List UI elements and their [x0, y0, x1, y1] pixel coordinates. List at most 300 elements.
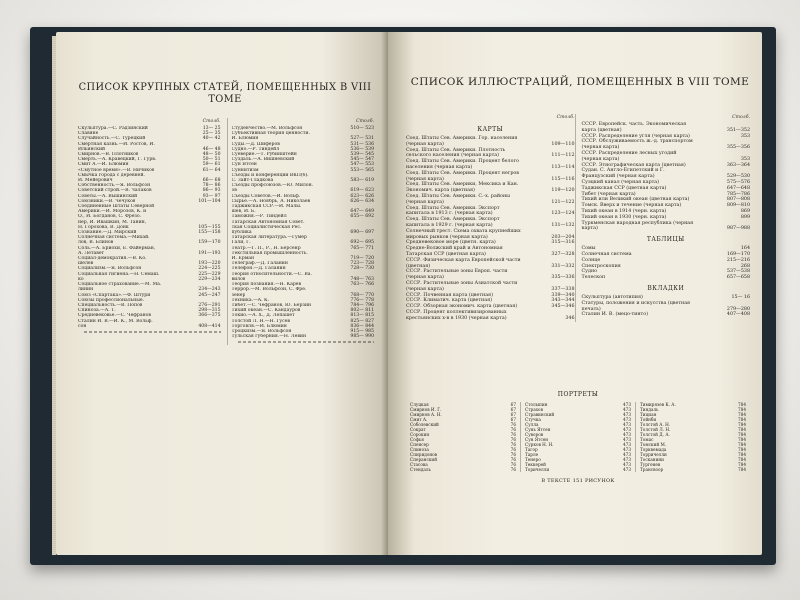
entry-title: линин — [78, 287, 94, 293]
entry-columns: 527— 531 — [350, 136, 374, 142]
entry-title: шев, И. Б. — [231, 209, 256, 215]
entry-title: СССР. Почвенная карта (цветная) — [406, 292, 493, 298]
entry-title: Славяне — [78, 131, 99, 137]
entry-columns: 408—414 — [198, 323, 221, 329]
entry-columns: 690— 697 — [350, 230, 374, 236]
map-entry — [406, 159, 575, 171]
entry-title: Суэцкий канал (черная карта) — [581, 179, 660, 185]
portraits-column — [635, 402, 750, 472]
entry-title: СССР. Распределение угля (черная карта) — [581, 133, 690, 139]
entry-title: Студенчество.—М. Вольфсон — [231, 126, 303, 131]
entry-title: Томск. Вверх и течение (черная карта) — [581, 203, 682, 209]
entry-title: Спектроскопия — [581, 263, 621, 269]
entry-columns: 473 — [623, 407, 631, 412]
entry-columns: 748— 763 — [350, 276, 374, 282]
entry-columns: 78— 86 — [202, 183, 221, 189]
entry-columns: 76 — [510, 457, 516, 462]
entry-columns: 46— 48 — [202, 146, 221, 152]
entry-title: Стравинский — [525, 412, 555, 417]
entry-title: И. Мейерович — [78, 178, 113, 184]
entry-title: Солнечная система — [581, 251, 632, 257]
table-entry — [582, 275, 751, 281]
entry-columns: 66— 68 — [202, 178, 221, 184]
more-entries-text — [84, 329, 221, 334]
entry-title: Тосканини — [640, 457, 664, 462]
entry-columns: 76 — [510, 462, 516, 467]
entry-title: Судно — [581, 269, 598, 275]
entry-title: Соед. Штаты Сев. Америки, Мексика и Кан. Экономич. карта (цветная) — [406, 182, 519, 194]
entry-title: Таможня.—Р. Тиндейл — [231, 214, 287, 220]
entry-columns: 279—280 — [726, 306, 750, 312]
entry-title: СССР. Климатич. карта (цветная) — [406, 298, 492, 304]
entry-columns: 86— 93 — [202, 188, 221, 194]
entry-title: Скульптура.—С. Радзинский — [78, 126, 148, 131]
entry-columns: 59— 61 — [202, 162, 221, 168]
entry-title: Средне-Волжский край и Автономная Татарская ССР (цветная карта) — [406, 246, 503, 257]
entry-columns: 784 — [738, 452, 746, 457]
maps-list-2 — [582, 122, 751, 232]
entry-columns: 692— 695 — [350, 240, 374, 246]
entry-columns: 915— 985 — [350, 328, 374, 334]
entry-title: Софья — [410, 437, 424, 442]
entry-columns: 473 — [623, 467, 631, 472]
entry-title: Тульская губерния.—Н. Левин — [231, 334, 307, 340]
entry-title: Театр.—Г. П., Р., Н. Берсенр — [231, 245, 301, 251]
map-entry — [406, 269, 575, 281]
entry-title: СССР. Растительные зоны Европ. части (черная карта) — [406, 269, 508, 281]
entry-title: Скульптура (автотипия) — [581, 294, 643, 300]
entry-title: Толстой Л. Н.—Н. Гусев — [231, 318, 291, 324]
entry-title: Сперанский — [410, 457, 437, 462]
entry-title: Союзы профессиональные. — [78, 297, 145, 303]
entry-columns: 111—112 — [551, 153, 575, 159]
inserts-list — [582, 295, 751, 318]
entry-title: Томский М. — [640, 442, 667, 447]
entry-title: Смерть.—А. Кравецкий, Г. Гурв. — [78, 157, 157, 163]
entry-title: Гали, Г. — [231, 240, 251, 246]
right-page — [388, 32, 762, 555]
entry-title: ская Социалистическая Рес. — [231, 224, 302, 230]
entry-columns: 345—346 — [551, 304, 575, 310]
entry-title: А. Летавет — [78, 250, 105, 256]
entry-title: Таджикская ССР (цветная карта) — [581, 185, 667, 191]
entry-columns: 825— 827 — [350, 318, 374, 324]
entry-columns: 473 — [623, 402, 631, 407]
entry-columns: 268 — [740, 263, 750, 269]
entry-columns: 626— 634 — [350, 198, 374, 204]
tables-list — [582, 246, 751, 281]
entry-columns: 61— 64 — [202, 167, 221, 173]
entry-columns: 331—332 — [551, 263, 575, 269]
entry-title: Террор.—М. Вольфсон, С. Фре. — [231, 287, 307, 293]
entry-columns: 807—808 — [726, 197, 750, 203]
entry-columns: 353 — [740, 156, 750, 162]
entry-columns: 193—220 — [198, 261, 221, 267]
entry-columns: 899 — [740, 214, 750, 220]
entry-columns: 784 — [738, 442, 746, 447]
tables-heading: ТАБЛИЦЫ — [646, 236, 685, 244]
entry-columns: 784 — [738, 457, 746, 462]
entry-columns: 76 — [510, 437, 516, 442]
portrait-entry — [410, 467, 516, 472]
entry-columns: 50— 51 — [202, 157, 221, 163]
articles-column-1 — [78, 118, 227, 345]
entry-columns: 553— 565 — [350, 167, 374, 173]
entry-columns: 224—225 — [198, 266, 221, 272]
entry-columns: 784 — [738, 407, 746, 412]
entry-title: публика — [231, 230, 252, 236]
entry-title: Сунь Ятсен — [525, 427, 551, 432]
entry-columns: 763— 766 — [350, 282, 374, 288]
map-entry — [582, 168, 751, 180]
more-entries-text — [238, 339, 375, 344]
entry-columns: 343—344 — [551, 298, 575, 304]
entry-title: Сурков Н. Н. — [525, 442, 554, 447]
entry-columns: 234—243 — [198, 287, 221, 293]
maps-column-1 — [406, 114, 575, 322]
entry-title: Трансвоор — [640, 467, 664, 472]
map-entry — [406, 182, 575, 194]
entry-columns: 784 — [738, 467, 746, 472]
entry-title: Америки.—И. Морозов, К. и — [78, 209, 147, 215]
entry-title: СССР. Растительные зоны Азиатской части (черная карта) — [406, 280, 518, 292]
entry-columns: 765— 771 — [350, 245, 374, 251]
entry-title: Соед. Штаты Сев. Америки. С.-х. районы (черная карта) — [406, 193, 510, 205]
entry-columns: 473 — [623, 427, 631, 432]
entry-title: Смирнов.—В. Плотников — [78, 152, 139, 158]
entry-columns: 869 — [740, 208, 750, 214]
entry-title: Тенеро — [525, 457, 541, 462]
entry-title: Толстой Д. А. — [640, 432, 670, 437]
map-entry — [406, 246, 575, 258]
entry-title: СССР. Процент коллективизированных крестьянских х-в в 1930 (черная карта) — [406, 309, 507, 321]
portraits-column — [520, 402, 635, 472]
entry-columns: 131—132 — [551, 222, 575, 228]
entry-columns: 802— 811 — [350, 308, 374, 314]
entry-columns: 985— 990 — [350, 334, 374, 340]
entry-title: Толстой Л. Н. — [640, 427, 671, 432]
entry-title: Токио.—А. Х., Д. Лепашет — [231, 313, 295, 319]
entry-title: Телефон.—Д. Галанин — [231, 266, 286, 272]
entry-title: Суннитизм — [231, 167, 259, 173]
entry-columns: 76 — [510, 467, 516, 472]
entry-columns: 728— 730 — [350, 266, 374, 272]
entry-title: СССР. Распределение лесных угодий (черная карта) — [581, 150, 677, 162]
entry-title: СССР. Европейск. часть. Экономическая карта (цветная) — [581, 122, 687, 133]
entry-title: Торговля.—И. Блюмин — [231, 323, 287, 329]
entry-columns: 337—338 — [551, 286, 575, 292]
map-entry — [406, 148, 575, 160]
entry-columns: 473 — [623, 457, 631, 462]
column-header: Столб. — [202, 119, 221, 124]
entry-title: Субъективная теория ценности. — [231, 131, 310, 137]
entry-title: Телескоп — [581, 275, 606, 281]
entry-columns: 123—124 — [551, 211, 575, 217]
map-entry — [406, 229, 575, 241]
entry-title: Тихий океан.—С. Кандауров — [231, 308, 301, 314]
entry-columns: 836— 844 — [350, 323, 374, 329]
entry-columns: 119—120 — [551, 188, 575, 194]
entry-columns: 473 — [623, 432, 631, 437]
entry-columns: 987—988 — [726, 226, 750, 232]
entry-columns: 335—336 — [551, 275, 575, 281]
entry-columns: 40— 42 — [202, 136, 221, 142]
entry-title: ко — [78, 276, 84, 282]
entry-columns: 784 — [738, 462, 746, 467]
entry-title: Тихий или Великий океан (цветная карта) — [581, 197, 690, 203]
entry-title: Теккерей — [525, 462, 546, 467]
entry-title: И. Ерман — [231, 256, 255, 262]
entry-title: Солнечный трест. Схема охвата крупнейших мировых рынков (черная карта) — [406, 228, 521, 240]
entry-columns: 510— 523 — [350, 126, 374, 131]
entry-columns: 784 — [738, 427, 746, 432]
entry-columns: 48— 50 — [202, 152, 221, 158]
entry-title: ов — [231, 188, 237, 194]
entry-columns: 473 — [623, 462, 631, 467]
entry-columns: 545— 547 — [350, 157, 374, 163]
entry-title: Таджикская ССР.—И. Малы. — [231, 204, 302, 210]
entry-title: Техника.—А. К. — [231, 297, 270, 303]
map-entry — [406, 258, 575, 270]
entry-columns: 229—234 — [198, 276, 221, 282]
entry-columns: 13— 25 — [202, 126, 221, 131]
entry-columns: 76 — [510, 422, 516, 427]
entry-title: Стендаль — [410, 467, 431, 472]
map-entry — [582, 139, 751, 151]
entry-title: Суеверие.—Т. Рубинштейн — [231, 152, 297, 158]
entry-title: Спенсер — [410, 442, 429, 447]
entry-title: Н. Горохова, В. Донк — [78, 224, 129, 230]
portraits-grid — [406, 402, 750, 472]
entry-title: Троцкизм.—Я. Вольфсон — [231, 328, 292, 334]
entry-columns: 407—408 — [726, 312, 750, 318]
entry-columns: 76 — [510, 427, 516, 432]
entry-title: Туркменская народная республика (черная карта) — [581, 220, 694, 232]
entry-title: Слуцкая — [410, 402, 429, 407]
entry-title: Тиндаль — [640, 407, 659, 412]
entry-title: Тихий океан в 1914 (черн. карта) — [581, 208, 667, 214]
entry-columns: 784 — [738, 402, 746, 407]
entry-columns: 784 — [738, 422, 746, 427]
entry-title: Сталин И. В.—И. К., М. Вольф. — [78, 318, 153, 324]
entry-title: Собственность.—Я. Вольфсон — [78, 183, 151, 189]
entry-title: Сталин И. В. (мецо-тинто) — [581, 312, 648, 318]
entry-title: Смирнов И. Г. — [410, 407, 442, 412]
entry-columns: 191—193 — [198, 250, 221, 256]
entry-title: Тибет.—С. Чефранов, Ю. Берзин — [231, 302, 312, 308]
entry-title: Социальное страхование.—М. Ма. — [78, 282, 162, 288]
entry-columns: 655— 692 — [350, 214, 374, 220]
entry-columns: 113—114 — [551, 164, 575, 170]
entry-title: Столыпин — [525, 402, 548, 407]
portraits-column — [406, 402, 520, 472]
entry-columns: 784 — [738, 412, 746, 417]
entry-title: Сомы — [581, 246, 596, 252]
portraits-section — [406, 387, 750, 484]
insert-entry — [582, 301, 751, 313]
entry-columns: 575—576 — [726, 179, 750, 185]
entry-columns: 363—364 — [726, 162, 750, 168]
left-page — [56, 32, 388, 555]
entry-columns: 784 — [738, 417, 746, 422]
entry-title: Соед. Штаты Сев. Америки. Гор. населения (черная карта) — [406, 136, 518, 147]
left-page-title: СПИСОК КРУПНЫХ СТАТЕЙ, ПОМЕЩЕННЫХ В VIII ТОМЕ — [78, 82, 372, 105]
entry-columns: 351—352 — [726, 127, 750, 133]
entry-title: Торичелли — [525, 467, 550, 472]
entry-title: Съезды и конференции ВКП(б). — [231, 172, 309, 178]
entry-title: Съезды Советов.—И. Вольф. — [231, 193, 301, 199]
entry-columns: 784— 796 — [350, 302, 374, 308]
entry-title: Торричелли — [640, 452, 667, 457]
entry-title: Средневековое море (цветн. карта) — [406, 240, 496, 246]
entry-title: Тарле — [525, 452, 539, 457]
entry-title: Сырье.—А. Ноябрь, А. Николаев — [231, 198, 311, 204]
map-entry — [406, 206, 575, 218]
entry-title: вилов — [231, 276, 246, 282]
entry-columns: 67 — [510, 417, 516, 422]
entry-title: Судно.—Р. Тиндейл — [231, 146, 280, 152]
entry-title: Тургенев — [640, 462, 661, 467]
entry-columns: 105—155 — [198, 224, 221, 230]
entry-title: Смит А.—И. Блюмин — [78, 162, 129, 168]
entry-title: Суды.—Д. Шиферов — [231, 141, 280, 147]
entry-title: Соед. Штаты Сев. Америки. Процент белого населения (черная карта) — [406, 159, 519, 170]
entry-columns: 473 — [623, 417, 631, 422]
entry-title: нер, И. Ивашкин, М. Танин, — [78, 219, 147, 225]
entry-title: Сознание.—Д. Мирский — [78, 230, 137, 236]
entry-title: шелев — [78, 261, 94, 267]
entry-title: СССР. Обзорная экономич. карта (цветная) — [406, 304, 518, 310]
entry-title: Советский строй.—В. Чалаков — [78, 188, 152, 194]
entry-title: Сун Ятсен — [525, 437, 549, 442]
entry-title: Соболевский — [410, 422, 439, 427]
insert-entry — [582, 312, 751, 318]
entry-columns: 355—356 — [726, 145, 750, 151]
entry-columns: 366—375 — [198, 313, 221, 319]
entry-columns: 473 — [623, 447, 631, 452]
entry-columns: 473 — [623, 422, 631, 427]
entry-title: Смычка города с деревней. — [78, 172, 145, 178]
entry-title: СССР. Этнографическая карта (цветная) — [581, 162, 686, 168]
map-entry — [406, 310, 575, 322]
entry-columns: 473 — [623, 437, 631, 442]
entry-title: Тагор — [525, 447, 538, 452]
entry-columns: 547— 553 — [350, 162, 374, 168]
entry-title: Социал-демократия.—В. Ко. — [78, 256, 147, 262]
illustrations-list — [406, 114, 750, 322]
entry-title: Социальная гигиена.—Н. Семаш. — [78, 271, 160, 277]
entry-title: Социализм.—Я. Вольфсон — [78, 266, 142, 272]
entry-title: Соед. Штаты Сев. Америки. Процент негров (черная карта) — [406, 170, 520, 182]
maps-column-2 — [575, 114, 751, 322]
entry-title: Стасова — [410, 462, 428, 467]
entry-columns: 15— 16 — [731, 294, 750, 300]
entry-title: Ильинский — [78, 146, 106, 152]
column-header: Столб. — [732, 115, 750, 120]
entry-title: Спиридонов — [410, 452, 438, 457]
entry-title: Соль.—А. Бриохи, Е. Файерман, — [78, 245, 156, 251]
right-page-title: СПИСОК ИЛЛЮСТРАЦИЙ, ПОМЕЩЕННЫХ В VIII ТОМЕ — [410, 76, 750, 88]
entry-columns: 346 — [565, 315, 575, 321]
entry-columns: 93— 97 — [202, 193, 221, 199]
entry-title: Суворов — [525, 432, 544, 437]
entry-columns: 768— 770 — [350, 292, 374, 298]
entry-title: Спиноза.—А. Т. — [78, 308, 116, 314]
entry-title: Торквемада — [640, 447, 667, 452]
entry-columns: 809—810 — [726, 203, 750, 209]
entry-columns: 619— 623 — [350, 188, 374, 194]
entry-columns: 215—216 — [726, 257, 750, 263]
entry-columns: 719— 720 — [350, 256, 374, 262]
entry-columns: 647— 649 — [350, 209, 374, 215]
entry-columns: 315—316 — [551, 240, 575, 246]
entry-title: Соед. Штаты Сев. Америки. Экспорт капитала в 1913 г. (черная карта) — [406, 205, 500, 217]
entry-columns: 723— 728 — [350, 261, 374, 267]
map-entry — [406, 194, 575, 206]
entry-title: Тихий океан в 1930 (черн. карта) — [581, 214, 667, 220]
entry-columns: 813— 815 — [350, 313, 374, 319]
entry-title: Телеграф.—Д. Галанин — [231, 261, 288, 267]
entry-columns: 623— 626 — [350, 193, 374, 199]
map-entry — [406, 281, 575, 293]
entry-columns: 473 — [623, 442, 631, 447]
entry-title: Средневековье.—С. Чефранов — [78, 313, 151, 319]
entry-title: Суздаль.—А. Вишневский — [231, 157, 295, 163]
entry-title: Сун Ятсен — [231, 162, 257, 168]
entry-columns: 164 — [740, 246, 750, 252]
entry-columns: 473 — [623, 412, 631, 417]
entry-title: Съезды профсоюзов.—Ю. Милон. — [231, 183, 314, 189]
entry-columns: 785—786 — [726, 191, 750, 197]
entry-title: зенер — [231, 292, 246, 298]
portrait-entry — [640, 467, 746, 472]
entry-columns: 25— 35 — [202, 131, 221, 137]
entry-columns: 245—247 — [198, 292, 221, 298]
entry-columns: 101—104 — [198, 198, 221, 204]
map-entry — [406, 217, 575, 229]
entry-title: Советы.—А. Вышинский — [78, 193, 138, 199]
entry-columns: 155—158 — [198, 230, 221, 236]
entry-title: Стучка — [525, 417, 541, 422]
map-entry — [406, 136, 575, 148]
entry-columns: 76 — [510, 447, 516, 452]
entry-title: Спиноза — [410, 447, 429, 452]
entry-columns: 109—110 — [551, 141, 575, 147]
portraits-heading: ПОРТРЕТЫ — [557, 391, 599, 398]
map-entry — [582, 122, 751, 134]
map-entry — [406, 171, 575, 183]
entry-title: О., И. Богданов, С. Фрезо. — [78, 214, 142, 220]
entry-title: «Смутное время».—В. Ничиков — [78, 167, 155, 173]
entry-title: Текстильная промышленность. — [231, 250, 308, 256]
map-entry — [582, 221, 751, 233]
articles-list — [78, 118, 380, 345]
entry-columns: 537—538 — [726, 269, 750, 275]
entry-title: Теория познания.—Н. Карев — [231, 282, 302, 288]
entry-columns: 529—530 — [726, 174, 750, 180]
entry-title: Случайность.—С. Турецкий — [78, 136, 146, 142]
illustrations-footnote: В ТЕКСТЕ 151 РИСУНОК — [541, 478, 615, 484]
entry-title: Союзники.—В. Чечуков — [78, 198, 136, 204]
entry-title: Теория относительности.—С. Ва. — [231, 271, 312, 277]
entry-title: Судан. С. Англо-Египетский и Г. Французский (черная карта) — [581, 168, 665, 180]
entry-title: Тибет (черная карта) — [581, 191, 636, 197]
entry-title: Томас — [640, 437, 654, 442]
entry-title: Смит А. — [410, 417, 428, 422]
entry-title: СССР. Обслуживаемость ж.-д. транспортом (черная карта) — [581, 139, 693, 151]
entry-columns: 536— 539 — [350, 146, 374, 152]
entry-title: Статуры, положения и искусства (цветная печать) — [581, 300, 691, 312]
